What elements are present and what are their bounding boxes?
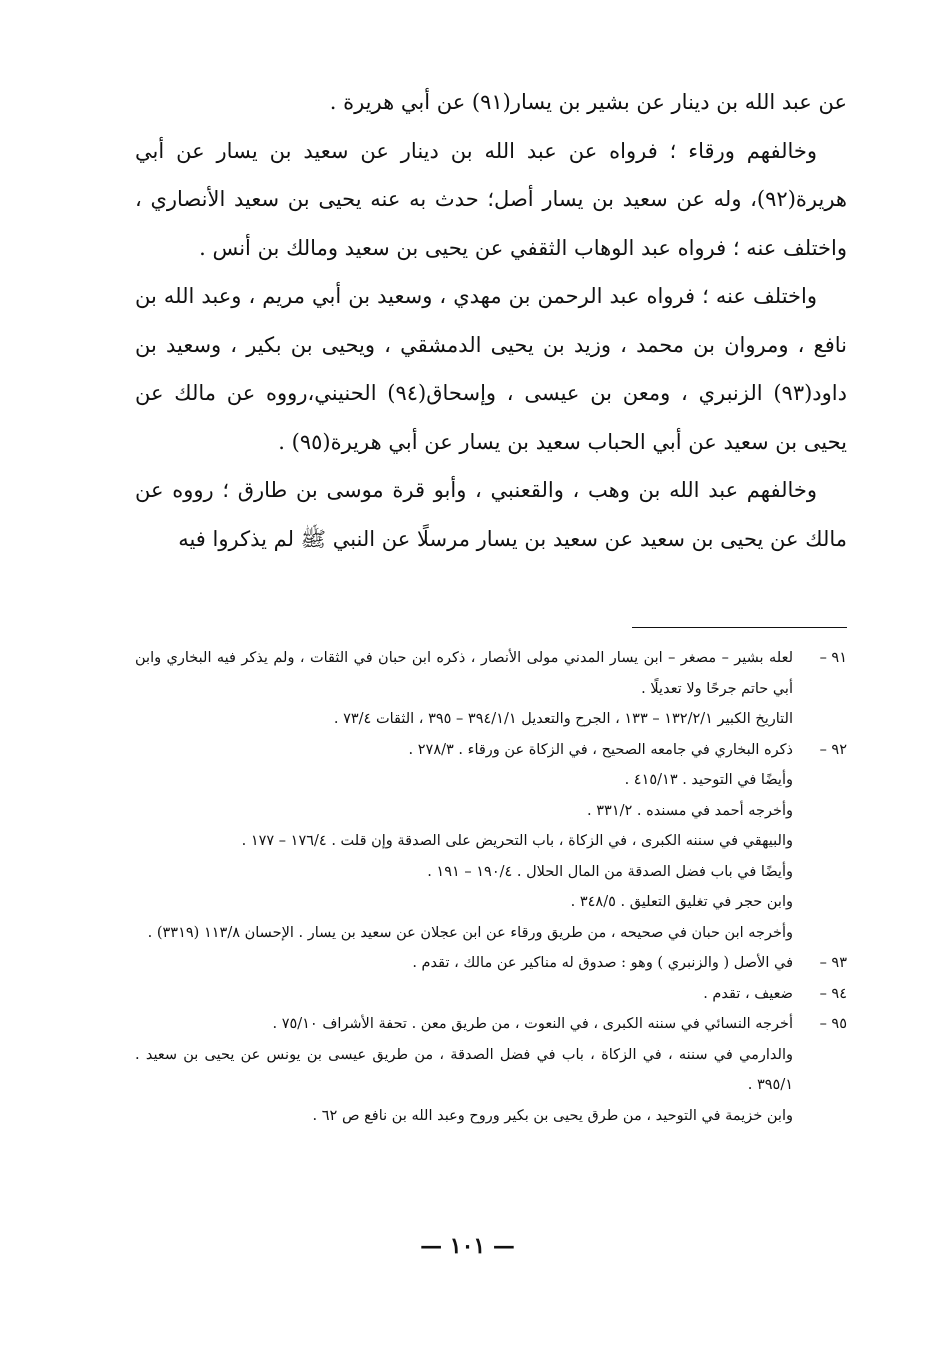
footnote-line: وأخرجه ابن حبان في صحيحه ، من طريق ورقاء عن ابن عجلان عن سعيد بن يسار . الإحسان ١١٣/٨ (٣٣١٩) . — [147, 924, 793, 941]
footnote-line: وابن حجر في تغليق التعليق . ٣٤٨/٥ . — [570, 894, 793, 910]
footnote-line: والدارمي في سننه ، في الزكاة ، باب في فضل الصدقة ، من طريق عيسى بن يونس عن يحيى بن سعيد . ٣٩٥/١ . — [135, 1046, 793, 1093]
footnote-body — [135, 948, 793, 979]
footnote-92 — [135, 735, 847, 949]
footnote-line: والبيهقي في سننه الكبرى ، في الزكاة ، باب التحريض على الصدقة وإن قلت . ١٧٦/٤ – ١٧٧ . — [241, 833, 793, 849]
footnote-91 — [135, 643, 847, 735]
footnote-line: في الأصل ( والزنبري ) وهو : صدوق له مناكير عن مالك ، تقدم . — [412, 955, 793, 971]
footnote-body — [135, 979, 793, 1010]
footnote-number: ٩١ – — [819, 650, 847, 666]
footnote-line: ضعيف ، تقدم . — [703, 985, 793, 1002]
footnote-line: وابن خزيمة في التوحيد ، من طرق يحيى بن بكير وروح وعبد الله بن نافع ص ٦٢ . — [312, 1107, 793, 1124]
main-text — [135, 78, 847, 563]
main-paragraph: عن عبد الله بن دينار عن بشير بن يسار(٩١) عن أبي هريرة . — [329, 90, 847, 114]
footnote-separator — [632, 627, 847, 628]
footnote-95 — [135, 1009, 847, 1131]
footnote-93 — [135, 948, 847, 979]
footnote-body — [135, 1009, 793, 1131]
footnote-line: وأيضًا في التوحيد . ٤١٥/١٣ . — [624, 772, 793, 788]
footnote-number: ٩٥ – — [819, 1016, 847, 1032]
footnote-line: التاريخ الكبير ١٣٢/٢/١ – ١٣٣ ، الجرح والتعديل ٣٩٤/١/١ – ٣٩٥ ، الثقات ٧٣/٤ . — [333, 711, 793, 727]
main-paragraph: وخالفهم ورقاء ؛ فرواه عن عبد الله بن دينار عن سعيد بن يسار عن أبي هريرة(٩٢)، وله عن سعيد بن يسار أصل؛ حدث به عنه يحيى بن سعيد الأنصاري ، واختلف عنه ؛ فرواه عبد الوهاب الثقفي عن يحيى بن سعيد ومالك بن أنس . — [135, 138, 847, 260]
footnote-number: ٩٢ – — [819, 741, 847, 758]
footnotes — [135, 643, 847, 1131]
main-paragraph: وخالفهم عبد الله بن وهب ، والقعنبي ، وأبو قرة موسى بن طارق ؛ رووه عن مالك عن يحيى بن سعيد عن سعيد بن يسار مرسلًا عن النبي ﷺ لم يذكروا فيه — [135, 478, 847, 551]
footnote-number: ٩٤ – — [819, 985, 847, 1002]
footnote-line: أخرجه النسائي في سننه الكبرى ، في النعوت ، من طريق معن . تحفة الأشراف ٧٥/١٠ . — [272, 1016, 793, 1032]
page-number: — ١٠١ — — [420, 1233, 515, 1259]
footnote-94 — [135, 979, 847, 1010]
footnote-line: ذكره البخاري في جامعه الصحيح ، في الزكاة عن ورقاء . ٢٧٨/٣ . — [408, 741, 793, 758]
footnote-line: لعله بشير – مصغر – ابن يسار المدني مولى الأنصار ، ذكره ابن حبان في الثقات ، ولم يذكر فيه البخاري وابن أبي حاتم جرحًا ولا تعديلًا . — [135, 650, 793, 697]
footnote-body — [135, 643, 793, 735]
main-paragraph: واختلف عنه ؛ فرواه عبد الرحمن بن مهدي ، وسعيد بن أبي مريم ، وعبد الله بن نافع ، ومروان بن محمد ، وزيد بن يحيى الدمشقي ، ويحيى بن بكير ، وسعيد بن داود(٩٣) الزنبري ، ومعن بن عيسى ، وإسحاق(٩٤) الحنيني،رووه عن مالك عن يحيى بن سعيد عن أبي الحباب سعيد بن يسار عن أبي هريرة(٩٥) . — [135, 284, 847, 454]
footnote-line: وأيضًا في باب فضل الصدقة من المال الحلال . ١٩٠/٤ – ١٩١ . — [427, 863, 793, 880]
footnote-line: وأخرجه أحمد في مسنده . ٣٣١/٢ . — [587, 802, 793, 819]
footnote-number: ٩٣ – — [819, 955, 847, 971]
footnote-body — [135, 735, 793, 949]
